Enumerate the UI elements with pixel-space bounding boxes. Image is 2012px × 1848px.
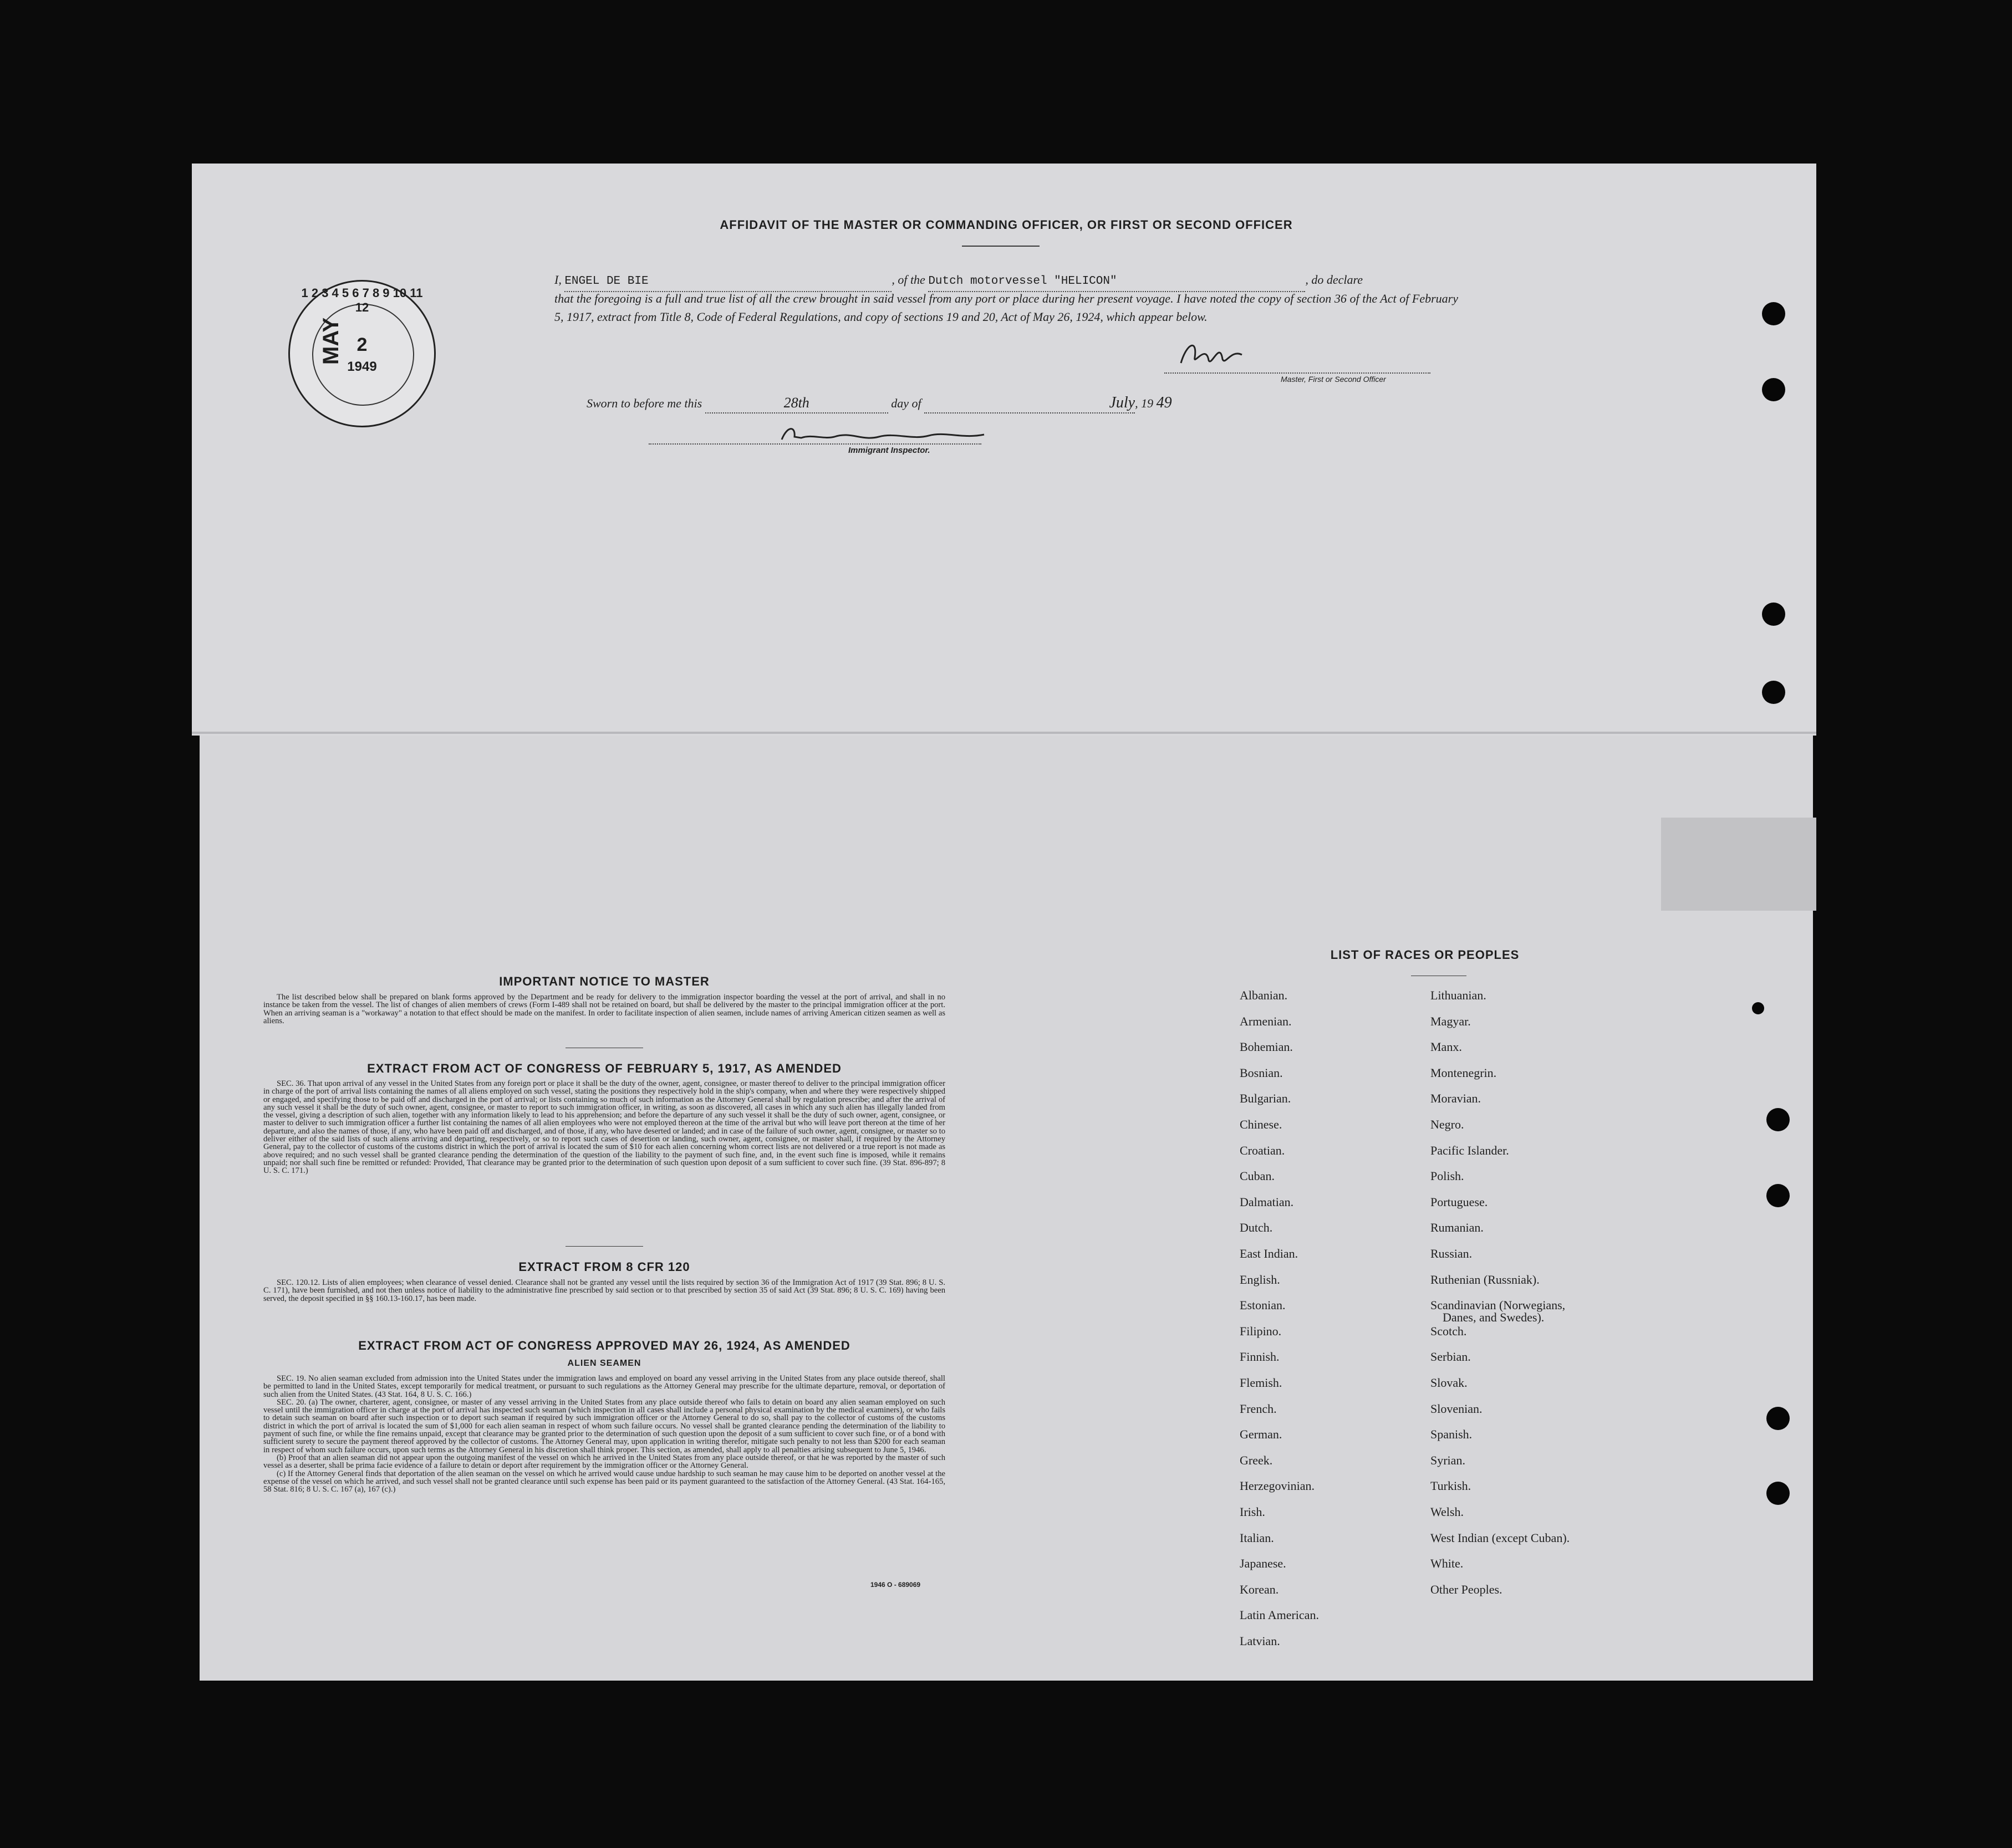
binder-hole xyxy=(1762,378,1785,401)
race-entry: Herzegovinian. xyxy=(1240,1479,1315,1493)
race-entry: Filipino. xyxy=(1240,1324,1282,1338)
race-entry: Cuban. xyxy=(1240,1169,1275,1183)
race-entry: Finnish. xyxy=(1240,1350,1280,1364)
sworn-line xyxy=(587,394,1172,413)
stamp-ring-numbers: 1 2 3 4 5 6 7 8 9 10 11 12 xyxy=(301,286,423,314)
binder-hole xyxy=(1766,1407,1790,1430)
notice-title: IMPORTANT NOTICE TO MASTER xyxy=(499,974,710,988)
paper-edge-patch xyxy=(1661,818,1816,911)
race-entry: Scotch. xyxy=(1430,1324,1467,1338)
race-entry: Negro. xyxy=(1430,1117,1464,1131)
binder-hole xyxy=(1762,603,1785,626)
race-entry: East Indian. xyxy=(1240,1247,1298,1260)
extract-1924-subtitle: ALIEN SEAMEN xyxy=(567,1359,641,1368)
race-entry: Montenegrin. xyxy=(1430,1065,1497,1080)
race-entry: Flemish. xyxy=(1240,1376,1282,1390)
race-entry: Chinese. xyxy=(1240,1117,1282,1131)
binder-hole xyxy=(1766,1482,1790,1505)
race-entry: Magyar. xyxy=(1430,1014,1471,1028)
master-caption: Master, First or Second Officer xyxy=(1281,375,1386,384)
notice-text xyxy=(263,993,945,1025)
extract-1924-text xyxy=(263,1375,945,1493)
race-entry: Armenian. xyxy=(1240,1014,1292,1028)
race-entry: Welsh. xyxy=(1430,1505,1464,1519)
race-entry: Danes, and Swedes). xyxy=(1443,1310,1545,1325)
race-entry: Italian. xyxy=(1240,1530,1274,1545)
race-entry: White. xyxy=(1430,1556,1464,1571)
race-entry: Slovak. xyxy=(1430,1376,1468,1390)
notice-paragraph: The list described below shall be prepared on blank forms approved by the Department and be ready for delivery to the immigration inspector boarding the vessel at the port of arrival, and shall in no instance be taken from the vessel. The list of changes of alien members of crews (Form I-489 shall not be retained on board, but shall be delivered by the master to the principal immigration officer at the port. When an arriving seaman is a "workaway" a notation to that effect should be made on the manifest. In order to facilitate inspection of alien seamen, include names of arriving American citizen seamen as well as aliens. xyxy=(263,993,945,1025)
master-signature-line xyxy=(1164,372,1430,374)
race-entry: Greek. xyxy=(1240,1453,1273,1467)
section-20c-paragraph: (c) If the Attorney General finds that deportation of the alien seaman on the vessel on which he arrived would cause undue hardship to such seaman he may cause him to be deported on another vessel at the expense of the vessel on which he arrived, and such vessel shall not be granted clearance until such expense has been paid or its payment guaranteed to the satisfaction of the Attorney General. (43 Stat. 164-165, 58 Stat. 816; 8 U. S. C. 167 (a), 167 (c).) xyxy=(263,1469,945,1494)
year-prefix: , 19 xyxy=(1135,396,1154,410)
extract-cfr-text xyxy=(263,1279,945,1303)
race-entry: Rumanian. xyxy=(1430,1221,1484,1235)
race-entry: Pacific Islander. xyxy=(1430,1143,1509,1157)
race-entry: Serbian. xyxy=(1430,1350,1471,1364)
race-entry: Bohemian. xyxy=(1240,1040,1293,1054)
race-entry: French. xyxy=(1240,1401,1277,1416)
race-entry: Other Peoples. xyxy=(1430,1582,1502,1596)
race-entry: Moravian. xyxy=(1430,1091,1481,1106)
affidavit-of-the: , of the xyxy=(892,273,925,287)
month-field: July xyxy=(924,394,1135,413)
extract-cfr-title: EXTRACT FROM 8 CFR 120 xyxy=(518,1260,690,1274)
vessel-field: Dutch motorvessel "HELICON" xyxy=(928,272,1305,292)
race-entry: Croatian. xyxy=(1240,1143,1285,1157)
race-entry: English. xyxy=(1240,1272,1280,1287)
race-entry: Bulgarian. xyxy=(1240,1091,1291,1106)
extract-1917-rule xyxy=(566,1246,643,1247)
stamp-year: 1949 xyxy=(347,359,377,374)
stamp-month: MAY xyxy=(319,317,343,365)
races-title: LIST OF RACES OR PEOPLES xyxy=(1330,948,1520,962)
title-rule xyxy=(962,246,1040,247)
master-signature xyxy=(1175,333,1264,377)
stamp-day: 2 xyxy=(356,334,368,355)
document-page-bottom xyxy=(200,736,1813,1681)
race-entry: Dalmatian. xyxy=(1240,1194,1294,1209)
binder-hole xyxy=(1752,1002,1764,1014)
affidavit-do-declare: , do declare xyxy=(1305,273,1363,287)
race-entry: Japanese. xyxy=(1240,1556,1286,1571)
day-field: 28th xyxy=(705,394,888,413)
page-fold xyxy=(192,732,1816,734)
race-entry: Korean. xyxy=(1240,1582,1279,1596)
race-entry: Latvian. xyxy=(1240,1634,1280,1648)
race-entry: Dutch. xyxy=(1240,1221,1273,1235)
section-19-paragraph: SEC. 19. No alien seaman excluded from admission into the United States under the immigration laws and employed on board any vessel arriving in the United States from any place outside thereof, shall be permitted to land in the United States, except temporarily for medical treatment, or pursuant to such regulations as the Attorney General may prescribe for the ultimate departure, removal, or deportation of such alien from the United States. (43 Stat. 164, 8 U. S. C. 166.) xyxy=(263,1374,945,1399)
race-entry: Polish. xyxy=(1430,1169,1464,1183)
race-entry: West Indian (except Cuban). xyxy=(1430,1530,1570,1545)
race-entry: Estonian. xyxy=(1240,1298,1286,1313)
race-entry: Manx. xyxy=(1430,1040,1462,1054)
binder-hole xyxy=(1762,302,1785,325)
master-name-field: ENGEL DE BIE xyxy=(564,272,892,292)
document-page-top xyxy=(192,164,1816,736)
extract-1917-paragraph: SEC. 36. That upon arrival of any vessel in the United States from any foreign port or place it shall be the duty of the owner, agent, consignee, or master thereof to deliver to the principal immigration officer in charge of the port of arrival lists containing the names of all aliens employed on such vessel, stating the positions they respectively hold in the ship's company, when and where they were respectively shipped or engaged, and specifying those to be paid off and discharged in the port of arrival; or lists containing so much of such information as the Attorney General shall by regulation prescribe; and after the arrival of any such vessel it shall be the duty of such owner, agent, consignee, or master to report to such immigration officer, in writing, as soon as discovered, all cases in which any such alien has illegally landed from the vessel, giving a description of such alien, together with any information likely to lead to his apprehension; and before the departure of any such vessel it shall be the duty of such owner, agent, consignee, or master to deliver to such immigration officer a further list containing the names of all alien employees who were not employed thereon at the time of the arrival but who will leave port thereon at the time of her departure, and also the names of those, if any, who have been paid off and discharged, and of those, if any, who have deserted or landed; and in case of the failure of such owner, agent, consignee, or master so to deliver either of the said lists of such aliens arriving and departing, respectively, or so to report such cases of desertion or landing, such owner, agent, consignee, or master shall, if required by the Attorney General, pay to the collector of customs of the customs district in which the port of arrival is located the sum of $10 for each alien concerning whom correct lists are not delivered or a true report is not made as above required; and no such vessel shall be granted clearance pending the determination of the question of the liability to the payment of such fine, and, in the event such fine is imposed, while it remains unpaid; nor shall such fine be remitted or refunded: Provided, That clearance may be granted prior to the determination of such question upon deposit of a sum sufficient to cover such fine. (39 Stat. 896-897; 8 U. S. C. 171.) xyxy=(263,1079,945,1176)
extract-1924-title: EXTRACT FROM ACT OF CONGRESS APPROVED MAY 26, 1924, AS AMENDED xyxy=(358,1339,850,1352)
race-entry: Lithuanian. xyxy=(1430,988,1486,1002)
race-entry: Latin American. xyxy=(1240,1608,1319,1622)
race-entry: Ruthenian (Russniak). xyxy=(1430,1272,1540,1287)
extract-1917-title: EXTRACT FROM ACT OF CONGRESS OF FEBRUARY 5, 1917, AS AMENDED xyxy=(367,1061,842,1075)
race-entry: Irish. xyxy=(1240,1505,1265,1519)
race-entry: Albanian. xyxy=(1240,988,1288,1002)
day-of-label: day of xyxy=(891,396,921,410)
race-entry: Slovenian. xyxy=(1430,1401,1483,1416)
race-entry: Scandinavian (Norwegians, xyxy=(1430,1298,1566,1313)
year-field: 49 xyxy=(1156,394,1172,411)
race-entry: Russian. xyxy=(1430,1247,1473,1260)
race-entry: Syrian. xyxy=(1430,1453,1465,1467)
race-entry: German. xyxy=(1240,1427,1282,1442)
section-20a-paragraph: SEC. 20. (a) The owner, charterer, agent, consignee, or master of any vessel arriving in the United States from any place outside thereof who fails to detain on board any alien seaman employed on such vessel until the immigration officer in charge at the port of arrival has inspected such seaman (which inspection in all cases shall include a personal physical examination by the medical examiners), or who fails to detain such seaman on board after such inspection or to deport such seaman if required by such immigration officer or the Attorney General to do so, shall pay to the collector of customs of the customs district in which the port of arrival is located the sum of $1,000 for each alien seaman in respect of whom such failure occurs. No vessel shall be granted clearance pending the determination of the liability to payment of such fine, or while the fine remains unpaid, except that clearance may be granted prior to the determination of such question upon the deposit of a sum sufficient to cover such fine, or of a bond with sufficient surety to secure the payment thereof approved by the collector of customs. The Attorney General may, upon application in writing therefor, mitigate such penalty to not less than $200 for each seaman in respect of whom such failure occurs, upon such terms as the Attorney General in his discretion shall think proper. This section, as amended, shall apply to all penalties arising subsequent to June 5, 1946. xyxy=(263,1397,945,1454)
binder-hole xyxy=(1762,681,1785,704)
extract-1917-text xyxy=(263,1080,945,1175)
affidavit-title: AFFIDAVIT OF THE MASTER OR COMMANDING OFFICER, OR FIRST OR SECOND OFFICER xyxy=(720,218,1293,232)
race-entry: Bosnian. xyxy=(1240,1065,1283,1080)
inspector-caption: Immigrant Inspector. xyxy=(848,446,930,455)
affidavit-i: I, xyxy=(554,273,562,287)
binder-hole xyxy=(1766,1108,1790,1131)
inspector-signature-line xyxy=(649,443,981,445)
race-entry: Spanish. xyxy=(1430,1427,1473,1442)
section-20b-paragraph: (b) Proof that an alien seaman did not appear upon the outgoing manifest of the vessel on which he arrived in the United States from any place outside thereof, or that he was reported by the master of such vessel as a deserter, shall be prima facie evidence of a failure to detain or deport after requirement by the immigration officer or the Attorney General. xyxy=(263,1453,945,1471)
extract-cfr-paragraph: SEC. 120.12. Lists of alien employees; when clearance of vessel denied. Clearance shall not be granted any vessel until the lists required by section 36 of the Immigration Act of 1917 (39 Stat. 896; 8 U. S. C. 171), have been furnished, and not then unless notice of liability to the administrative fine prescribed by said section or to that prescribed by section 35 of said Act (39 Stat. 896; 8 U. S. C. 169) having been served, the deposit specified in §§ 160.13-160.17, has been made. xyxy=(263,1278,945,1303)
race-entry: Portuguese. xyxy=(1430,1194,1488,1209)
affidavit-body: that the foregoing is a full and true list of all the crew brought in said vessel from any port or place during her present voyage. I have noted the copy of section 36 of the Act of February 5, 1917, extract from Title 8, Code of Federal Regulations, and copy of sections 19 and 20, Act of May 26, 1924, which appear below. xyxy=(554,292,1458,324)
date-stamp xyxy=(288,280,436,427)
race-entry: Turkish. xyxy=(1430,1479,1471,1493)
print-code: 1946 O - 689069 xyxy=(870,1581,921,1589)
sworn-label: Sworn to before me this xyxy=(587,396,702,410)
binder-hole xyxy=(1766,1184,1790,1207)
